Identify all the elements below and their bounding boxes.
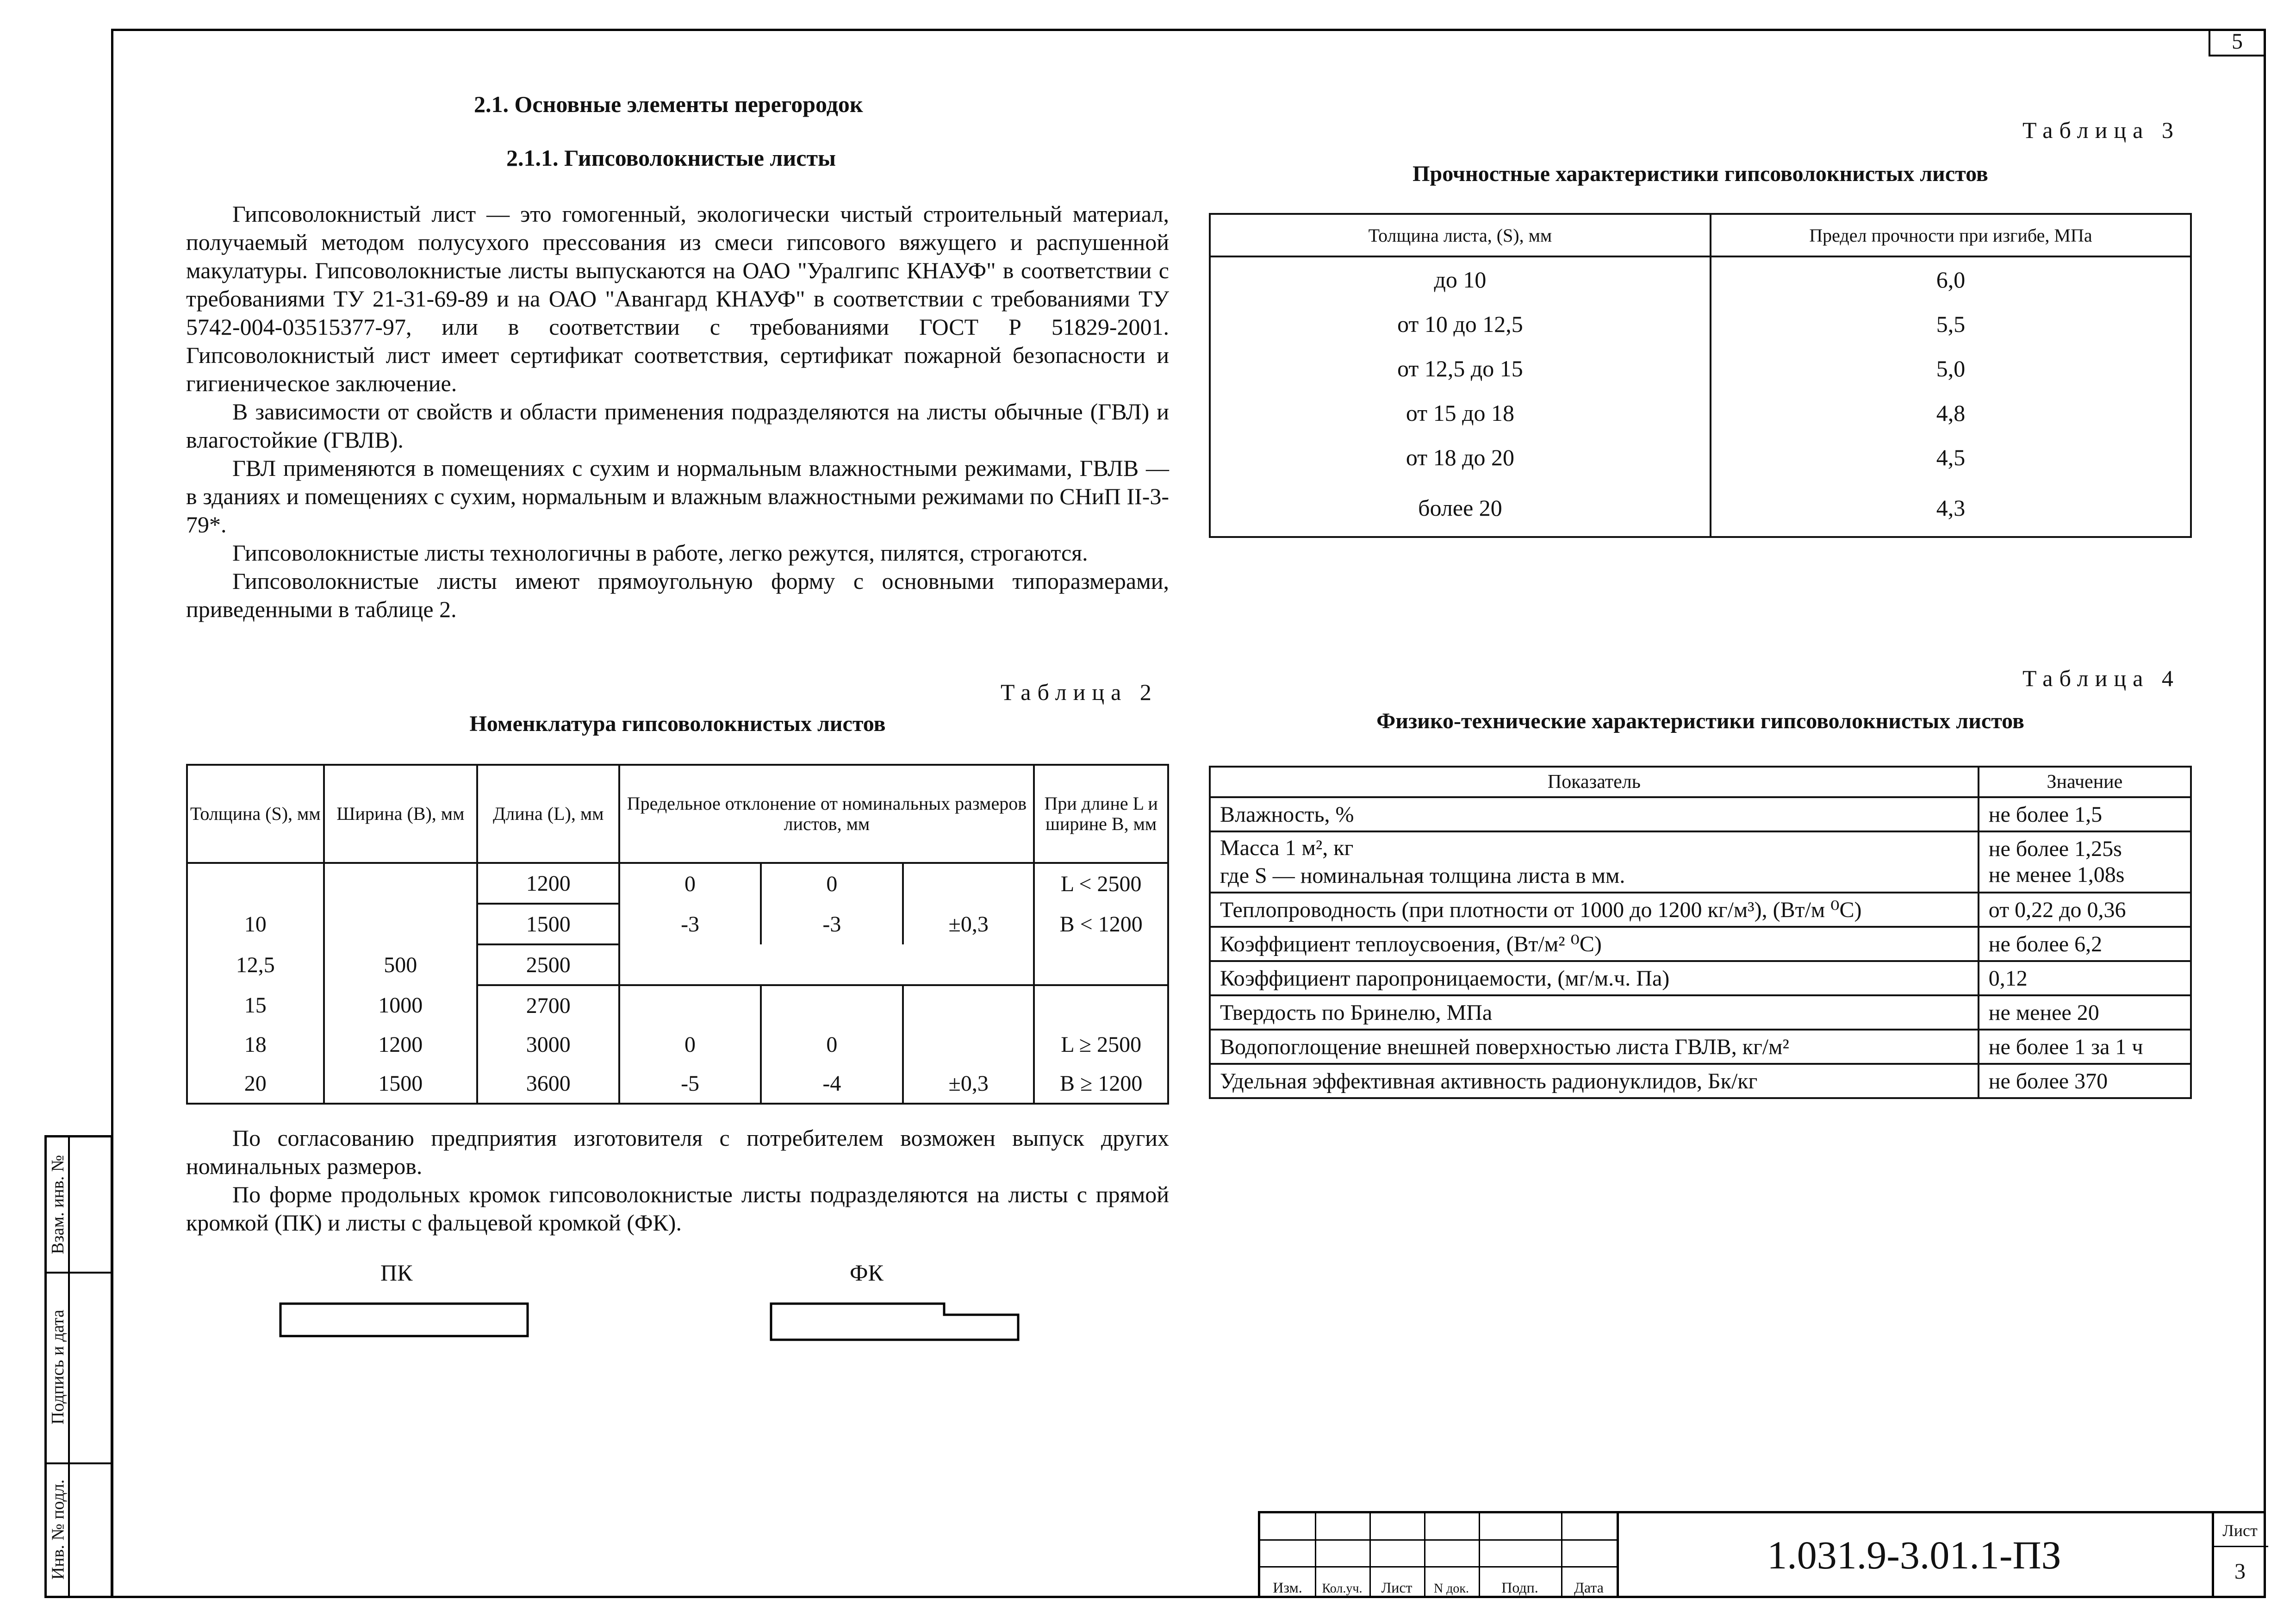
pk-label: ПК [380, 1260, 413, 1286]
paragraph: Гипсоволокнистые листы имеют прямоугольную форму с основными типоразмерами, приведенными в таблице 2. [186, 568, 1169, 622]
table-row: Теплопроводность (при плотности от 1000 до 1200 кг/м³), (Вт/м ⁰С) от 0,22 до 0,36 [1210, 893, 2191, 927]
sheet-label: Лист [2222, 1521, 2258, 1540]
table-cell [1034, 944, 1168, 985]
strip-inv: Инв. № подл. [48, 1479, 68, 1580]
table-cell [903, 863, 1034, 904]
table3 [1209, 213, 2192, 538]
table-cell: 1500 [324, 1064, 477, 1104]
table-cell: L ≥ 2500 [1034, 1025, 1168, 1064]
table-cell: ±0,3 [903, 1064, 1034, 1104]
t4-header-param: Показатель [1210, 767, 1979, 797]
table-row: от 12,5 до 15 5,0 [1210, 346, 2191, 391]
paragraph: В зависимости от свойств и области применения подразделяются на листы обычные (ГВЛ) и влагостойкие (ГВЛВ). [186, 399, 1169, 453]
table4 [1209, 766, 2192, 1099]
table-row: Влажность, % не более 1,5 [1210, 797, 2191, 831]
table-row: от 15 до 18 4,8 [1210, 391, 2191, 435]
t2-header-thickness: Толщина (S), мм [187, 765, 324, 863]
table-cell: 0 [761, 863, 903, 904]
strip-vzam: Взам. инв. № [48, 1155, 68, 1255]
table2-label: Таблица 2 [1001, 679, 1158, 705]
table-row: Коэффициент паропроницаемости, (мг/м.ч. Па) 0,12 [1210, 961, 2191, 995]
table-cell: -4 [761, 1064, 903, 1104]
fk-edge-profile [768, 1301, 1027, 1347]
table-cell: -5 [619, 1064, 760, 1104]
table-row: от 18 до 20 4,5 [1210, 435, 2191, 480]
table-cell [903, 1025, 1034, 1064]
table-cell [761, 985, 903, 1025]
table-cell: 1500 [477, 904, 619, 944]
table-row: от 10 до 12,5 5,5 [1210, 302, 2191, 346]
side-stamp-strip [44, 1135, 113, 1598]
table-cell: 20 [187, 1064, 324, 1104]
t2-header-deviation: Предельное отклонение от номинальных размеров листов, мм [619, 765, 1034, 863]
t4-header-value: Значение [1979, 767, 2191, 797]
table-cell: 500 [324, 944, 477, 985]
table-cell: 0 [619, 863, 760, 904]
pk-edge-profile [278, 1301, 537, 1343]
table-cell: 18 [187, 1025, 324, 1064]
table-row: Водопоглощение внешней поверхностью листа ГВЛВ, кг/м² не более 1 за 1 ч [1210, 1030, 2191, 1064]
table-cell: 1200 [477, 863, 619, 904]
table-cell: 3600 [477, 1064, 619, 1104]
table-cell [324, 863, 477, 904]
table-cell [1034, 985, 1168, 1025]
sheet-number: 3 [2234, 1559, 2246, 1584]
paragraph: Гипсоволокнистый лист — это гомогенный, экологически чистый строительный материал, получаемый методом полусухого прессования из смеси гипсового вяжущего и распушенной макулатуры. Гипсоволокнистые листы выпускаются на ОАО "Уралгипс КНАУФ" в соответствии с требованиями ТУ 21-31-69-89 и на ОАО "Авангард КНАУФ" в соответствии с требованиями ТУ 5742-004-03515377-97, или в соответствии с требованиями ГОСТ Р 51829-2001. Гипсоволокнистый лист имеет сертификат соответствия, сертификат пожарной безопасности и гигиеническое заключение. [186, 201, 1169, 396]
after-table2-text [186, 1124, 1169, 1237]
stamp-izm: Изм. [1273, 1579, 1302, 1596]
table-cell: 12,5 [187, 944, 324, 985]
table-cell: -3 [619, 904, 760, 944]
table-cell: 2700 [477, 985, 619, 1025]
table2-title: Номенклатура гипсоволокнистых листов [469, 712, 886, 736]
table-cell: 1200 [324, 1025, 477, 1064]
table4-label: Таблица 4 [2022, 665, 2180, 691]
table-row: более 20 4,3 [1210, 480, 2191, 537]
table-cell: 15 [187, 985, 324, 1025]
table-cell: ±0,3 [903, 904, 1034, 944]
section-heading: 2.1. Основные элементы перегородок [474, 91, 863, 117]
table-cell: 10 [187, 904, 324, 944]
t2-header-width: Ширина (В), мм [324, 765, 477, 863]
table-cell: 1000 [324, 985, 477, 1025]
stamp-ndok: N док. [1433, 1581, 1469, 1596]
table-cell: В ≥ 1200 [1034, 1064, 1168, 1104]
table-cell: 2500 [477, 944, 619, 985]
table-cell: 3000 [477, 1025, 619, 1064]
t2-header-condition: При длине L и ширине В, мм [1034, 765, 1168, 863]
table-cell: L < 2500 [1034, 863, 1168, 904]
stamp-data: Дата [1574, 1579, 1604, 1596]
table-cell [187, 863, 324, 904]
table-cell: -3 [761, 904, 903, 944]
section-subheading: 2.1.1. Гипсоволокнистые листы [506, 145, 836, 171]
table-cell [324, 904, 477, 944]
stamp-kolуch: Кол.уч. [1322, 1581, 1363, 1596]
page-number: 5 [2209, 29, 2266, 56]
fk-label: ФК [850, 1260, 884, 1286]
stamp-podp: Подп. [1501, 1579, 1538, 1596]
section-body [186, 200, 1169, 624]
table-cell: В < 1200 [1034, 904, 1168, 944]
strip-podpis: Подпись и дата [48, 1309, 68, 1425]
document-code: 1.031.9-3.01.1-ПЗ [1767, 1533, 2061, 1577]
paragraph: ГВЛ применяются в помещениях с сухим и нормальным влажностными режимами, ГВЛВ — в зданиях и помещениях с сухим, нормальным и влажным влажностными режимами по СНиП II-3-79*. [186, 455, 1169, 537]
table-row: до 10 6,0 [1210, 256, 2191, 302]
table-row: Масса 1 м², кг где S — номинальная толщина листа в мм. не более 1,25s не менее 1,08s [1210, 831, 2191, 893]
table4-title: Физико-технические характеристики гипсоволокнистых листов [1376, 709, 2024, 733]
t2-header-length: Длина (L), мм [477, 765, 619, 863]
paragraph: Гипсоволокнистые листы технологичны в работе, легко режутся, пилятся, строгаются. [232, 540, 1088, 566]
title-block [1258, 1511, 2266, 1598]
table-row: Удельная эффективная активность радионуклидов, Бк/кг не более 370 [1210, 1064, 2191, 1098]
table-cell: 0 [761, 1025, 903, 1064]
table-cell [619, 985, 760, 1025]
paragraph: По согласованию предприятия изготовителя с потребителем возможен выпуск других номинальных размеров. [186, 1125, 1169, 1179]
table3-title: Прочностные характеристики гипсоволокнистых листов [1412, 162, 1988, 186]
table2 [186, 764, 1169, 1105]
table-row: Твердость по Бринелю, МПа не менее 20 [1210, 995, 2191, 1030]
table-row: Коэффициент теплоусвоения, (Вт/м² ⁰С) не более 6,2 [1210, 927, 2191, 961]
table3-label: Таблица 3 [2022, 117, 2180, 143]
stamp-list: Лист [1381, 1579, 1412, 1596]
table-cell [619, 944, 1034, 985]
paragraph: По форме продольных кромок гипсоволокнистые листы подразделяются на листы с прямой кромкой (ПК) и листы с фальцевой кромкой (ФК). [186, 1181, 1169, 1236]
table-cell [903, 985, 1034, 1025]
table-cell: 0 [619, 1025, 760, 1064]
t3-header-thickness: Толщина листа, (S), мм [1210, 214, 1711, 256]
t3-header-strength: Предел прочности при изгибе, МПа [1711, 214, 2191, 256]
